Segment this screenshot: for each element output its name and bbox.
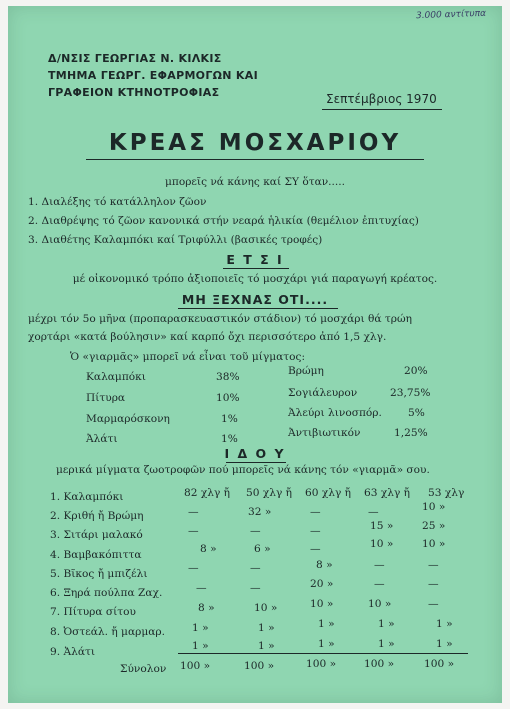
mix-cell: — (250, 525, 261, 537)
etsi-text: μέ οἰκονομικό τρόπο ἀξιοποιεῖς τό μοσχάρι γιά παραγωγή κρέατος. (72, 273, 438, 285)
mix-cell: 25 » (422, 520, 446, 532)
mix-row-label: 8. Ὀστεάλ. ἤ μαρμαρ. (50, 626, 165, 638)
header-line-1: Δ/ΝΣΙΣ ΓΕΩΡΓΙΑΣ Ν. ΚΙΛΚΙΣ (48, 52, 222, 65)
mix-cell: — (428, 578, 439, 590)
mix-cell: 15 » (370, 520, 394, 532)
mix-cell: 10 » (368, 598, 392, 610)
total-cell: 100 » (244, 660, 275, 672)
reminder-heading: ΜΗ ΞΕΧΝΑΣ ΟΤΙ.... (181, 292, 329, 307)
title-underline (86, 159, 424, 160)
idou-underline (226, 462, 286, 463)
mix-cell: 10 » (422, 501, 446, 513)
mix-cell: 1 » (318, 638, 335, 650)
mix-column-header: 60 χλγ ἤ (305, 487, 352, 499)
mix-cell: 10 » (370, 538, 394, 550)
document-title: ΚΡΕΑΣ ΜΟΣΧΑΡΙΟΥ (108, 130, 402, 156)
mix-cell: — (310, 506, 321, 518)
mix-row-label: 5. Βῖκος ἤ μπιζέλι (50, 568, 148, 580)
ingredient-percent: 1% (221, 413, 238, 425)
mix-cell: 1 » (318, 618, 335, 630)
mix-cell: — (310, 543, 321, 555)
total-cell: 100 » (364, 658, 395, 670)
etsi-underline (223, 268, 289, 269)
mix-cell: — (310, 525, 321, 537)
mix-cell: 8 » (200, 543, 217, 555)
document-date: Σεπτέμβριος 1970 (326, 92, 437, 106)
mix-row-label: 9. Ἀλάτι (50, 646, 96, 658)
idou-heading: Ι Δ Ο Υ (224, 446, 286, 461)
intro-text: μπορεῖς νά κάνης καί ΣΥ ὅταν..... (164, 176, 346, 188)
mix-cell: 1 » (192, 622, 209, 634)
reminder-line-2: χορτάρι «κατά βούλησιν» καί καρπό ὄχι περισσότερο ἀπό 1,5 χλγ. (28, 331, 387, 343)
mix-cell: 1 » (436, 618, 453, 630)
ingredient-percent: 20% (404, 365, 428, 377)
mix-cell: 1 » (436, 638, 453, 650)
mix-cell: 1 » (378, 638, 395, 650)
mix-cell: — (374, 578, 385, 590)
ingredient-name: Πίτυρα (86, 392, 126, 404)
total-label: Σύνολον (120, 663, 167, 675)
mix-intro: Ὁ «γιαρμᾶς» μπορεῖ νά εἶναι τοῦ μίγματος: (70, 351, 306, 363)
ingredient-name: Καλαμπόκι (86, 371, 146, 383)
mix-cell: — (250, 582, 261, 594)
handwritten-note: 3.000 αντίτυπα (415, 8, 487, 22)
ingredient-name: Ἀντιβιωτικόν (288, 427, 361, 439)
ingredient-percent: 1,25% (394, 427, 428, 439)
total-cell: 100 » (306, 658, 337, 670)
mix-row-label: 2. Κριθή ἤ Βρώμη (50, 510, 144, 522)
ingredient-name: Ἀλεύρι λινοσπόρ. (288, 407, 382, 419)
mix-cell: 10 » (310, 598, 334, 610)
mix-cell: 10 » (254, 602, 278, 614)
ingredient-name: Σογιάλευρον (288, 387, 358, 399)
mix-column-header: 50 χλγ ἤ (246, 487, 293, 499)
mix-cell: 1 » (378, 618, 395, 630)
idou-text: μερικά μίγματα ζωοτροφῶν πού μπορεῖς νά κάνης τόν «γιαρμᾶ» σου. (56, 464, 430, 476)
mix-cell: 6 » (254, 543, 271, 555)
mix-cell: — (428, 598, 439, 610)
mix-cell: — (368, 506, 379, 518)
reminder-underline (178, 308, 338, 309)
mix-row-label: 3. Σιτάρι μαλακό (50, 529, 143, 541)
mix-cell: — (250, 562, 261, 574)
ingredient-name: Ἀλάτι (86, 433, 118, 445)
ingredient-percent: 1% (221, 433, 238, 445)
mix-cell: — (188, 506, 199, 518)
ingredient-percent: 10% (216, 392, 240, 404)
mix-cell: 10 » (422, 538, 446, 550)
document-sheet (8, 6, 502, 703)
mix-row-label: 4. Βαμβακόπιττα (50, 549, 142, 561)
mix-cell: — (196, 582, 207, 594)
mix-row-label: 1. Καλαμπόκι (50, 491, 124, 503)
mix-cell: — (188, 562, 199, 574)
condition-item: 2. Διαθρέψης τό ζῶον κανονικά στήν νεαρά ἡλικία (θεμέλιον ἐπιτυχίας) (28, 215, 419, 227)
totals-rule (178, 653, 468, 654)
mix-cell: 8 » (198, 602, 215, 614)
mix-row-label: 7. Πίτυρα σίτου (50, 606, 136, 618)
mix-column-header: 53 χλγ (428, 487, 465, 499)
header-line-2: ΤΜΗΜΑ ΓΕΩΡΓ. ΕΦΑΡΜΟΓΩΝ ΚΑΙ (48, 69, 258, 82)
mix-cell: 1 » (192, 640, 209, 652)
mix-column-header: 82 χλγ ἤ (184, 487, 231, 499)
ingredient-percent: 5% (408, 407, 425, 419)
ingredient-name: Μαρμαρόσκονη (86, 413, 170, 425)
mix-cell: 8 » (316, 559, 333, 571)
mix-cell: — (428, 559, 439, 571)
mix-cell: 1 » (258, 640, 275, 652)
header-line-3: ΓΡΑΦΕΙΟΝ ΚΤΗΝΟΤΡΟΦΙΑΣ (48, 86, 220, 99)
mix-cell: 32 » (248, 506, 272, 518)
total-cell: 100 » (180, 660, 211, 672)
reminder-line-1: μέχρι τόν 5ο μῆνα (προπαρασκευαστικόν στάδιον) τό μοσχάρι θά τρώη (28, 313, 412, 325)
date-underline (322, 109, 442, 110)
ingredient-percent: 38% (216, 371, 240, 383)
mix-column-header: 63 χλγ ἤ (364, 487, 411, 499)
mix-cell: 1 » (258, 622, 275, 634)
ingredient-percent: 23,75% (390, 387, 431, 399)
mix-cell: — (188, 525, 199, 537)
mix-row-label: 6. Ξηρά πούλπα Ζαχ. (50, 587, 163, 599)
total-cell: 100 » (424, 658, 455, 670)
ingredient-name: Βρώμη (288, 365, 324, 377)
mix-cell: 20 » (310, 578, 334, 590)
etsi-heading: Ε Τ Σ Ι (226, 252, 284, 267)
mix-cell: — (374, 559, 385, 571)
condition-item: 3. Διαθέτης Καλαμπόκι καί Τριφύλλι (βασικές τροφές) (28, 234, 323, 246)
condition-item: 1. Διαλέξης τό κατάλληλον ζῶον (28, 196, 207, 208)
